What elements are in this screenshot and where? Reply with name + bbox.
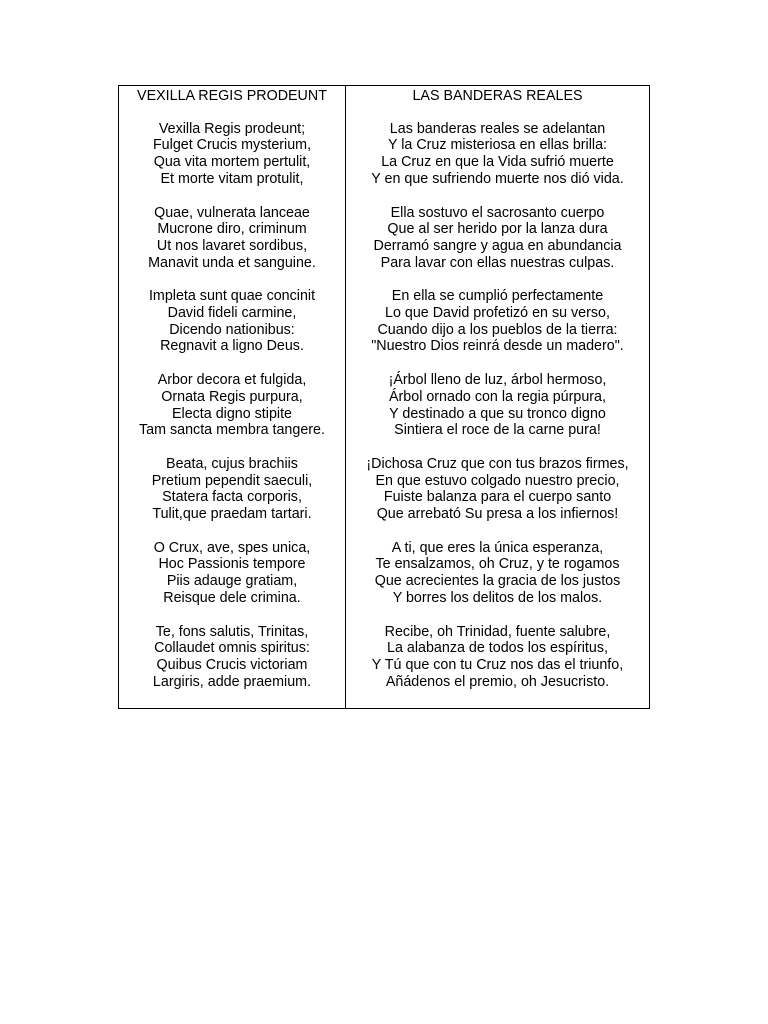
spanish-stanza [346,121,649,188]
verse-line: Arbor decora et fulgida, [157,372,307,389]
verse-line: Cuando dijo a los pueblos de la tierra: [377,321,618,338]
verse-line: ¡Árbol lleno de luz, árbol hermoso, [388,372,607,389]
verse-line: ¡Dichosa Cruz que con tus brazos firmes, [366,455,629,472]
verse-line: Te ensalzamos, oh Cruz, y te rogamos [375,556,620,573]
spanish-title: LAS BANDERAS REALES [412,88,583,104]
spanish-stanza [346,540,649,607]
verse-line: Tulit,que praedam tartari. [152,506,312,523]
spanish-stanza [346,624,649,691]
verse-line: Largiris, adde praemium. [152,673,312,690]
verse-line: La Cruz en que la Vida sufrió muerte [381,154,614,171]
spanish-column [346,86,649,708]
latin-title: VEXILLA REGIS PRODEUNT [137,88,327,104]
verse-line: Que acrecientes la gracia de los justos [374,573,621,590]
spanish-stanza [346,372,649,439]
verse-line: Regnavit a ligno Deus. [160,338,304,355]
verse-line: "Nuestro Dios reinrá desde un madero". [371,338,624,355]
verse-line: Derramó sangre y agua en abundancia [373,237,622,254]
verse-line: Ornata Regis purpura, [161,388,303,405]
verse-line: Y la Cruz misteriosa en ellas brilla: [387,137,608,154]
verse-line: Y destinado a que su tronco digno [389,405,606,422]
latin-stanza [119,372,345,439]
verse-line: Ella sostuvo el sacrosanto cuerpo [390,204,605,221]
latin-stanza [119,456,345,523]
verse-line: David fideli carmine, [167,305,297,322]
verse-line: Fulget Crucis mysterium, [152,137,312,154]
latin-stanza [119,540,345,607]
latin-stanza [119,121,345,188]
verse-line: En ella se cumplió perfectamente [391,288,604,305]
verse-line: Recibe, oh Trinidad, fuente salubre, [384,623,611,640]
verse-line: Ut nos lavaret sordibus, [156,237,308,254]
verse-line: Tam sancta membra tangere. [139,422,325,439]
verse-line: Las banderas reales se adelantan [389,120,606,137]
verse-line: O Crux, ave, spes unica, [153,539,311,556]
verse-line: Añádenos el premio, oh Jesucristo. [385,673,610,690]
verse-line: Para lavar con ellas nuestras culpas. [380,254,615,271]
verse-line: Quae, vulnerata lanceae [154,204,310,221]
verse-line: Te, fons salutis, Trinitas, [155,623,309,640]
verse-line: Árbol ornado con la regia púrpura, [389,388,606,405]
verse-line: Sintiera el roce de la carne pura! [394,422,601,439]
verse-line: Fuiste balanza para el cuerpo santo [383,489,612,506]
verse-line: Y Tú que con tu Cruz nos das el triunfo, [371,656,624,673]
verse-line: Y en que sufriendo muerte nos dió vida. [371,170,624,187]
verse-line: Hoc Passionis tempore [158,556,306,573]
verse-line: Y borres los delitos de los malos. [392,589,603,606]
verse-line: Reisque dele crimina. [163,589,301,606]
verse-line: En que estuvo colgado nuestro precio, [375,472,620,489]
verse-line: Mucrone diro, criminum [157,221,307,238]
latin-stanza [119,205,345,272]
verse-line: Et morte vitam protulit, [160,170,304,187]
spanish-stanza [346,205,649,272]
verse-line: Manavit unda et sanguine. [148,254,316,271]
verse-line: Que arrebató Su presa a los infiernos! [376,506,619,523]
verse-line: Electa digno stipite [171,405,292,422]
verse-line: Que al ser herido por la lanza dura [387,221,608,238]
verse-line: A ti, que eres la única esperanza, [391,539,604,556]
verse-line: Impleta sunt quae concinit [148,288,316,305]
spanish-stanza [346,288,649,355]
verse-line: Pretium pependit saeculi, [151,472,313,489]
latin-stanza [119,624,345,691]
verse-line: Vexilla Regis prodeunt; [158,120,306,137]
verse-line: Beata, cujus brachiis [166,455,298,472]
verse-line: Lo que David profetizó en su verso, [385,305,610,322]
verse-line: Collaudet omnis spiritus: [154,640,310,657]
latin-stanza [119,288,345,355]
spanish-stanza [346,456,649,523]
hymn-table [118,85,650,709]
verse-line: Dicendo nationibus: [169,321,295,338]
verse-line: Piis adauge gratiam, [166,573,298,590]
verse-line: Quibus Crucis victoriam [156,656,308,673]
verse-line: Statera facta corporis, [162,489,302,506]
verse-line: La alabanza de todos los espíritus, [387,640,608,657]
verse-line: Qua vita mortem pertulit, [153,154,311,171]
latin-column [119,86,346,708]
